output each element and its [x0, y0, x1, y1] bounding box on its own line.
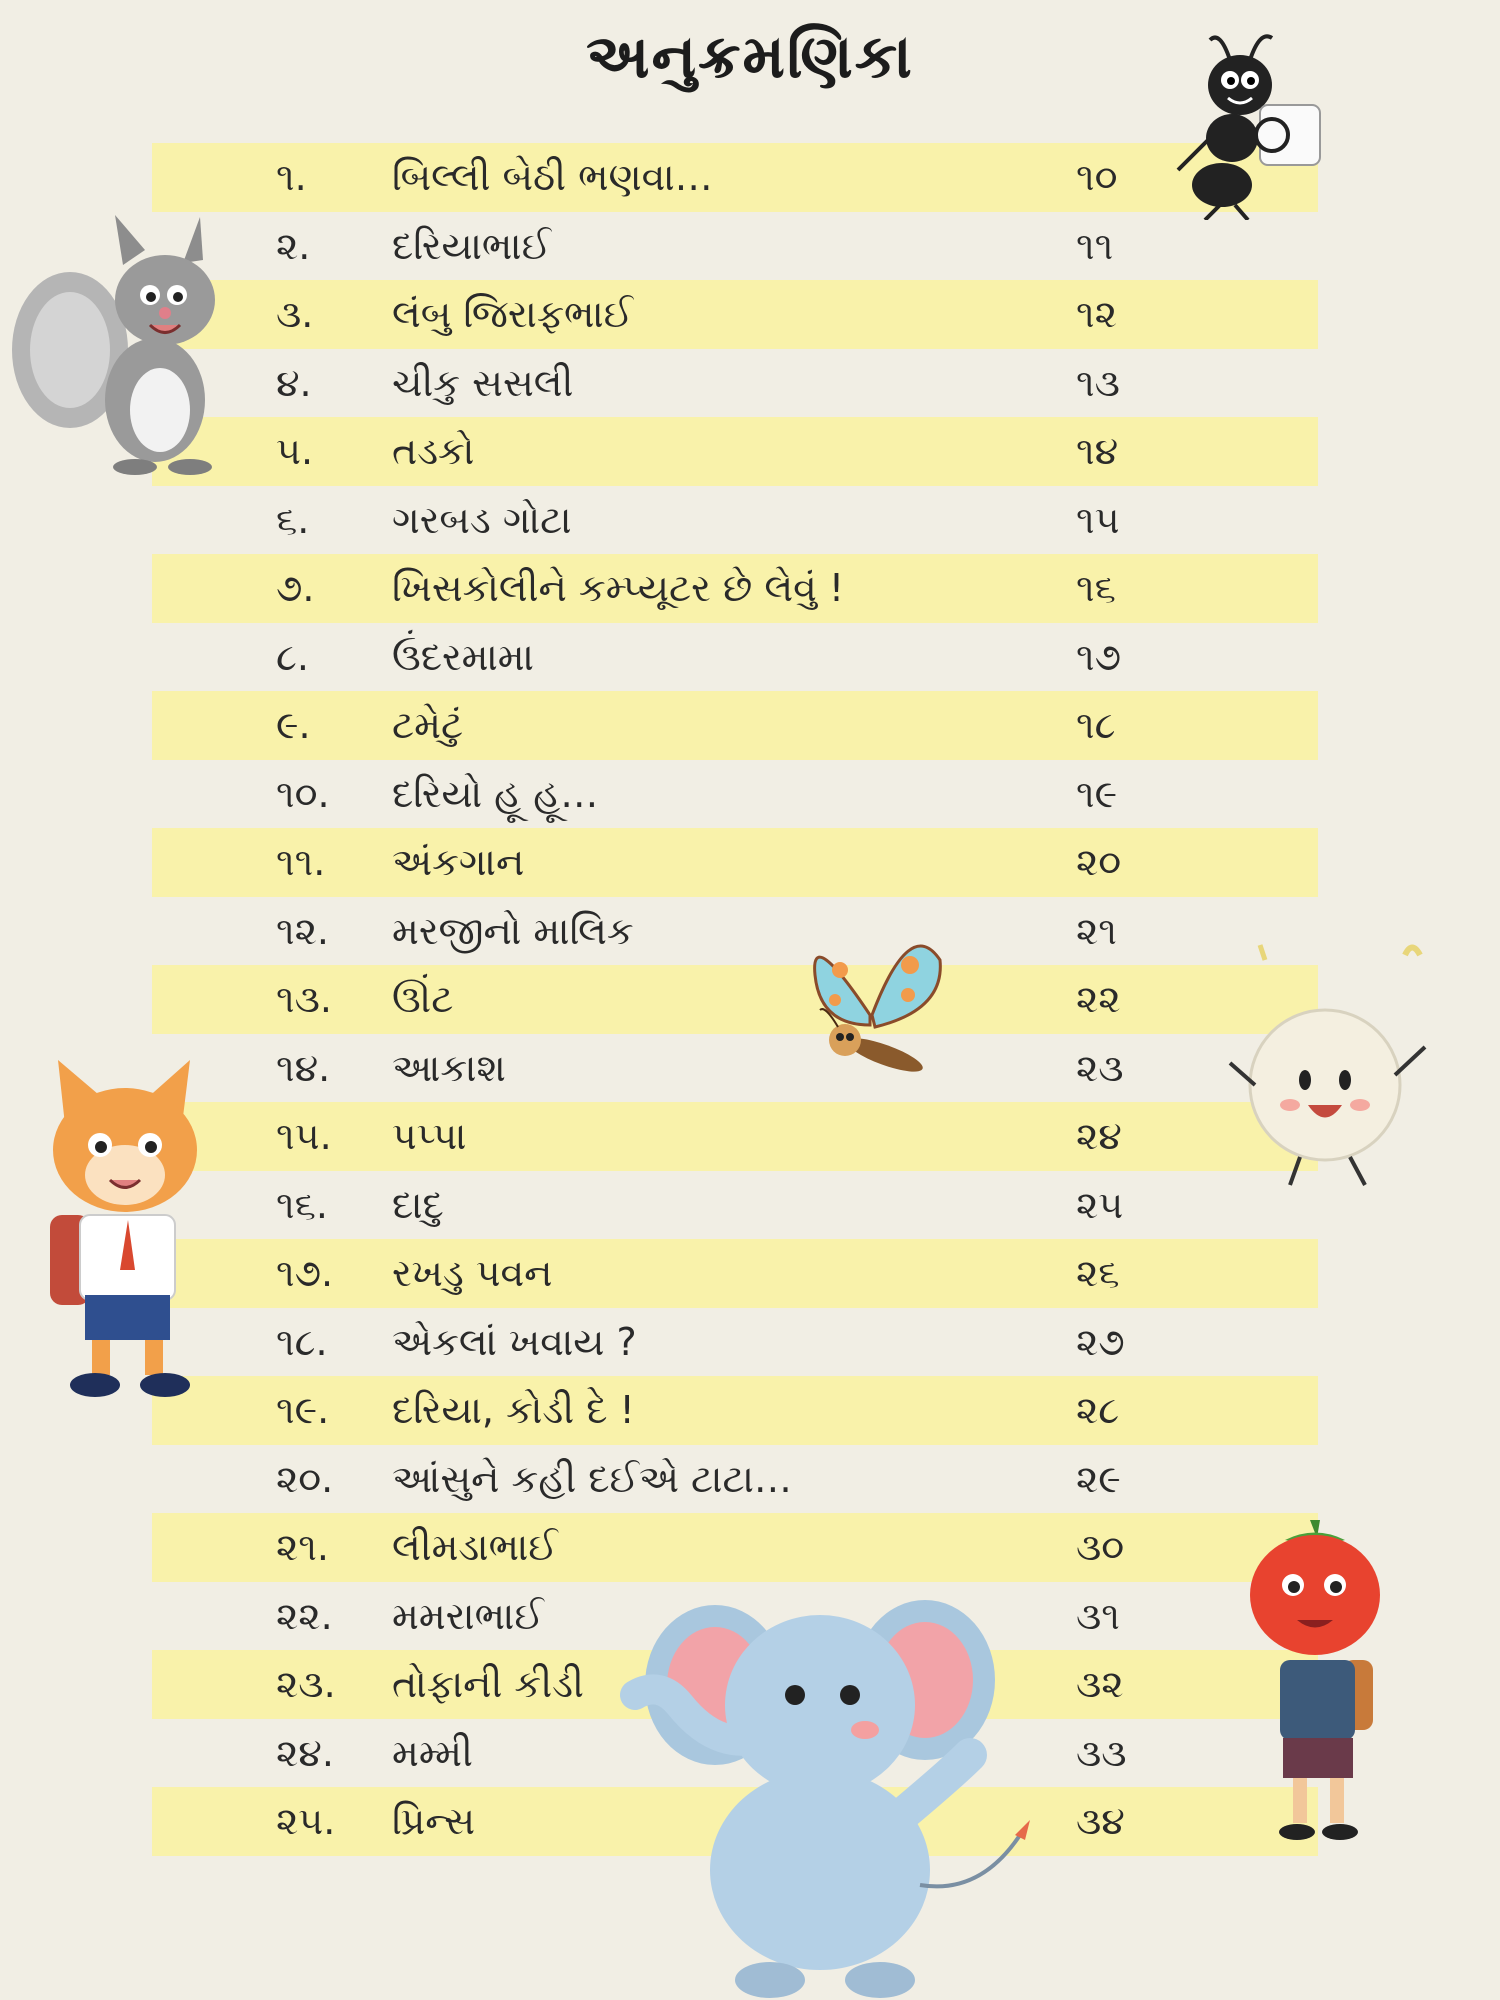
toc-entry-title: ગરબડ ગોટા	[392, 497, 572, 542]
toc-entry-number: ૨૪.	[276, 1730, 334, 1775]
toc-entry-title: મમ્મી	[392, 1730, 473, 1775]
toc-entry-page: ૨૨	[1076, 977, 1121, 1021]
toc-entry-page: ૧૪	[1076, 429, 1119, 473]
page-title: અનુક્રમણિકા	[586, 22, 914, 92]
toc-entry-title: મમરાભાઈ	[392, 1593, 544, 1638]
toc-row	[152, 417, 1318, 486]
toc-entry-title: તડકો	[392, 429, 475, 473]
toc-row	[152, 143, 1318, 212]
toc-entry-title: બિલ્લી બેઠી ભણવા…	[392, 155, 713, 199]
toc-entry-page: ૧૯	[1076, 771, 1118, 816]
toc-entry-number: ૯.	[276, 703, 311, 747]
toc-entry-page: ૧૩	[1076, 360, 1120, 405]
toc-entry-page: ૩૩	[1076, 1730, 1127, 1775]
toc-row	[152, 691, 1318, 760]
toc-entry-title: દાદુ	[392, 1182, 444, 1227]
toc-row	[152, 1513, 1318, 1582]
toc-entry-page: ૧૬	[1076, 566, 1116, 610]
toc-entry-number: ૬.	[276, 497, 310, 542]
toc-entry-number: ૧૨.	[276, 908, 330, 953]
toc-entry-page: ૩૦	[1076, 1525, 1125, 1569]
toc-entry-page: ૨૦	[1076, 840, 1122, 884]
toc-entry-page: ૨૧	[1076, 908, 1117, 953]
toc-entry-title: ખિસકોલીને કમ્પ્યૂટર છે લેવું !	[392, 566, 845, 610]
toc-entry-number: ૨૩.	[276, 1662, 336, 1706]
toc-entry-title: લંબુ જિરાફભાઈ	[392, 292, 633, 336]
toc-row	[152, 486, 1318, 555]
toc-entry-number: ૧૧.	[276, 840, 326, 884]
toc-row	[152, 1034, 1318, 1103]
toc-entry-title: લીમડાભાઈ	[392, 1525, 558, 1569]
toc-row	[152, 554, 1318, 623]
toc-entry-number: ૧૯.	[276, 1388, 330, 1432]
toc-entry-page: ૧૮	[1076, 703, 1116, 747]
toc-entry-number: ૧૩.	[276, 977, 333, 1021]
toc-entry-number: ૨૧.	[276, 1525, 330, 1569]
toc-entry-page: ૧૨	[1076, 292, 1117, 336]
toc-entry-title: ઉંદરમામા	[392, 634, 534, 679]
toc-row	[152, 965, 1318, 1034]
toc-entry-number: ૨.	[276, 223, 311, 268]
toc-row	[152, 760, 1318, 829]
toc-entry-number: ૧.	[276, 155, 307, 199]
toc-row	[152, 623, 1318, 692]
toc-row	[152, 1376, 1318, 1445]
toc-entry-title: ચીકુ સસલી	[392, 360, 574, 405]
toc-entry-number: ૨૦.	[276, 1456, 334, 1501]
toc-entry-title: દરિયા, કોડી દે !	[392, 1388, 635, 1432]
toc-row	[152, 212, 1318, 281]
toc-entry-title: આકાશ	[392, 1045, 506, 1090]
toc-entry-number: ૧૭.	[276, 1251, 334, 1295]
toc-entry-page: ૩૨	[1076, 1662, 1124, 1706]
toc-entry-title: પ્રિન્સ	[392, 1799, 476, 1843]
toc-entry-page: ૧૦	[1076, 155, 1118, 199]
ant-illustration	[1160, 20, 1340, 220]
butterfly-illustration	[790, 915, 950, 1095]
toc-entry-number: ૧૦.	[276, 771, 330, 816]
toc-entry-number: ૪.	[276, 360, 312, 405]
toc-entry-title: અંકગાન	[392, 840, 525, 884]
toc-entry-title: રખડુ પવન	[392, 1251, 553, 1295]
toc-row	[152, 1171, 1318, 1240]
toc-entry-title: દરિયો હૂ હૂ…	[392, 771, 599, 816]
toc-entry-title: ઊંટ	[392, 977, 454, 1021]
toc-entry-title: દરિયાભાઈ	[392, 223, 551, 268]
toc-row	[152, 280, 1318, 349]
toc-row	[152, 897, 1318, 966]
toc-row	[152, 1239, 1318, 1308]
toc-entry-page: ૧૭	[1076, 634, 1122, 679]
elephant-illustration	[620, 1585, 1070, 2000]
toc-entry-page: ૧૫	[1076, 497, 1120, 542]
toc-entry-page: ૨૯	[1076, 1456, 1121, 1501]
toc-row	[152, 1308, 1318, 1377]
toc-row	[152, 1102, 1318, 1171]
toc-entry-page: ૨૩	[1076, 1045, 1124, 1090]
toc-entry-number: ૧૮.	[276, 1319, 328, 1364]
toc-entry-number: ૩.	[276, 292, 314, 336]
rice-ball-illustration	[1220, 935, 1450, 1205]
squirrel-illustration	[5, 205, 225, 485]
cat-illustration	[10, 1055, 240, 1405]
tomato-illustration	[1225, 1510, 1405, 1850]
toc-entry-number: ૮.	[276, 634, 309, 679]
toc-entry-title: તોફાની કીડી	[392, 1662, 584, 1706]
toc-entry-page: ૧૧	[1076, 223, 1114, 268]
toc-entry-page: ૩૧	[1076, 1593, 1120, 1638]
toc-entry-title: આંસુને કહી દઈએ ટાટા…	[392, 1456, 792, 1501]
toc-entry-number: ૧૬.	[276, 1182, 328, 1227]
toc-entry-number: ૧૫.	[276, 1114, 332, 1158]
toc-entry-title: પપ્પા	[392, 1114, 467, 1158]
toc-entry-page: ૨૮	[1076, 1388, 1120, 1432]
toc-entry-title: મરજીનો માલિક	[392, 908, 634, 953]
toc-entry-number: ૧૪.	[276, 1045, 331, 1090]
toc-entry-page: ૨૭	[1076, 1319, 1125, 1364]
toc-row	[152, 828, 1318, 897]
toc-entry-page: ૩૪	[1076, 1799, 1125, 1843]
toc-entry-number: ૨૨.	[276, 1593, 333, 1638]
toc-entry-number: ૫.	[276, 429, 314, 473]
toc-row	[152, 349, 1318, 418]
toc-entry-page: ૨૬	[1076, 1251, 1120, 1295]
toc-entry-title: ટમેટું	[392, 703, 464, 747]
toc-entry-title: એકલાં ખવાય ?	[392, 1319, 637, 1364]
toc-entry-page: ૨૫	[1076, 1182, 1124, 1227]
toc-entry-page: ૨૪	[1076, 1114, 1122, 1158]
toc-entry-number: ૭.	[276, 566, 315, 610]
toc-row	[152, 1445, 1318, 1514]
toc-entry-number: ૨૫.	[276, 1799, 336, 1843]
